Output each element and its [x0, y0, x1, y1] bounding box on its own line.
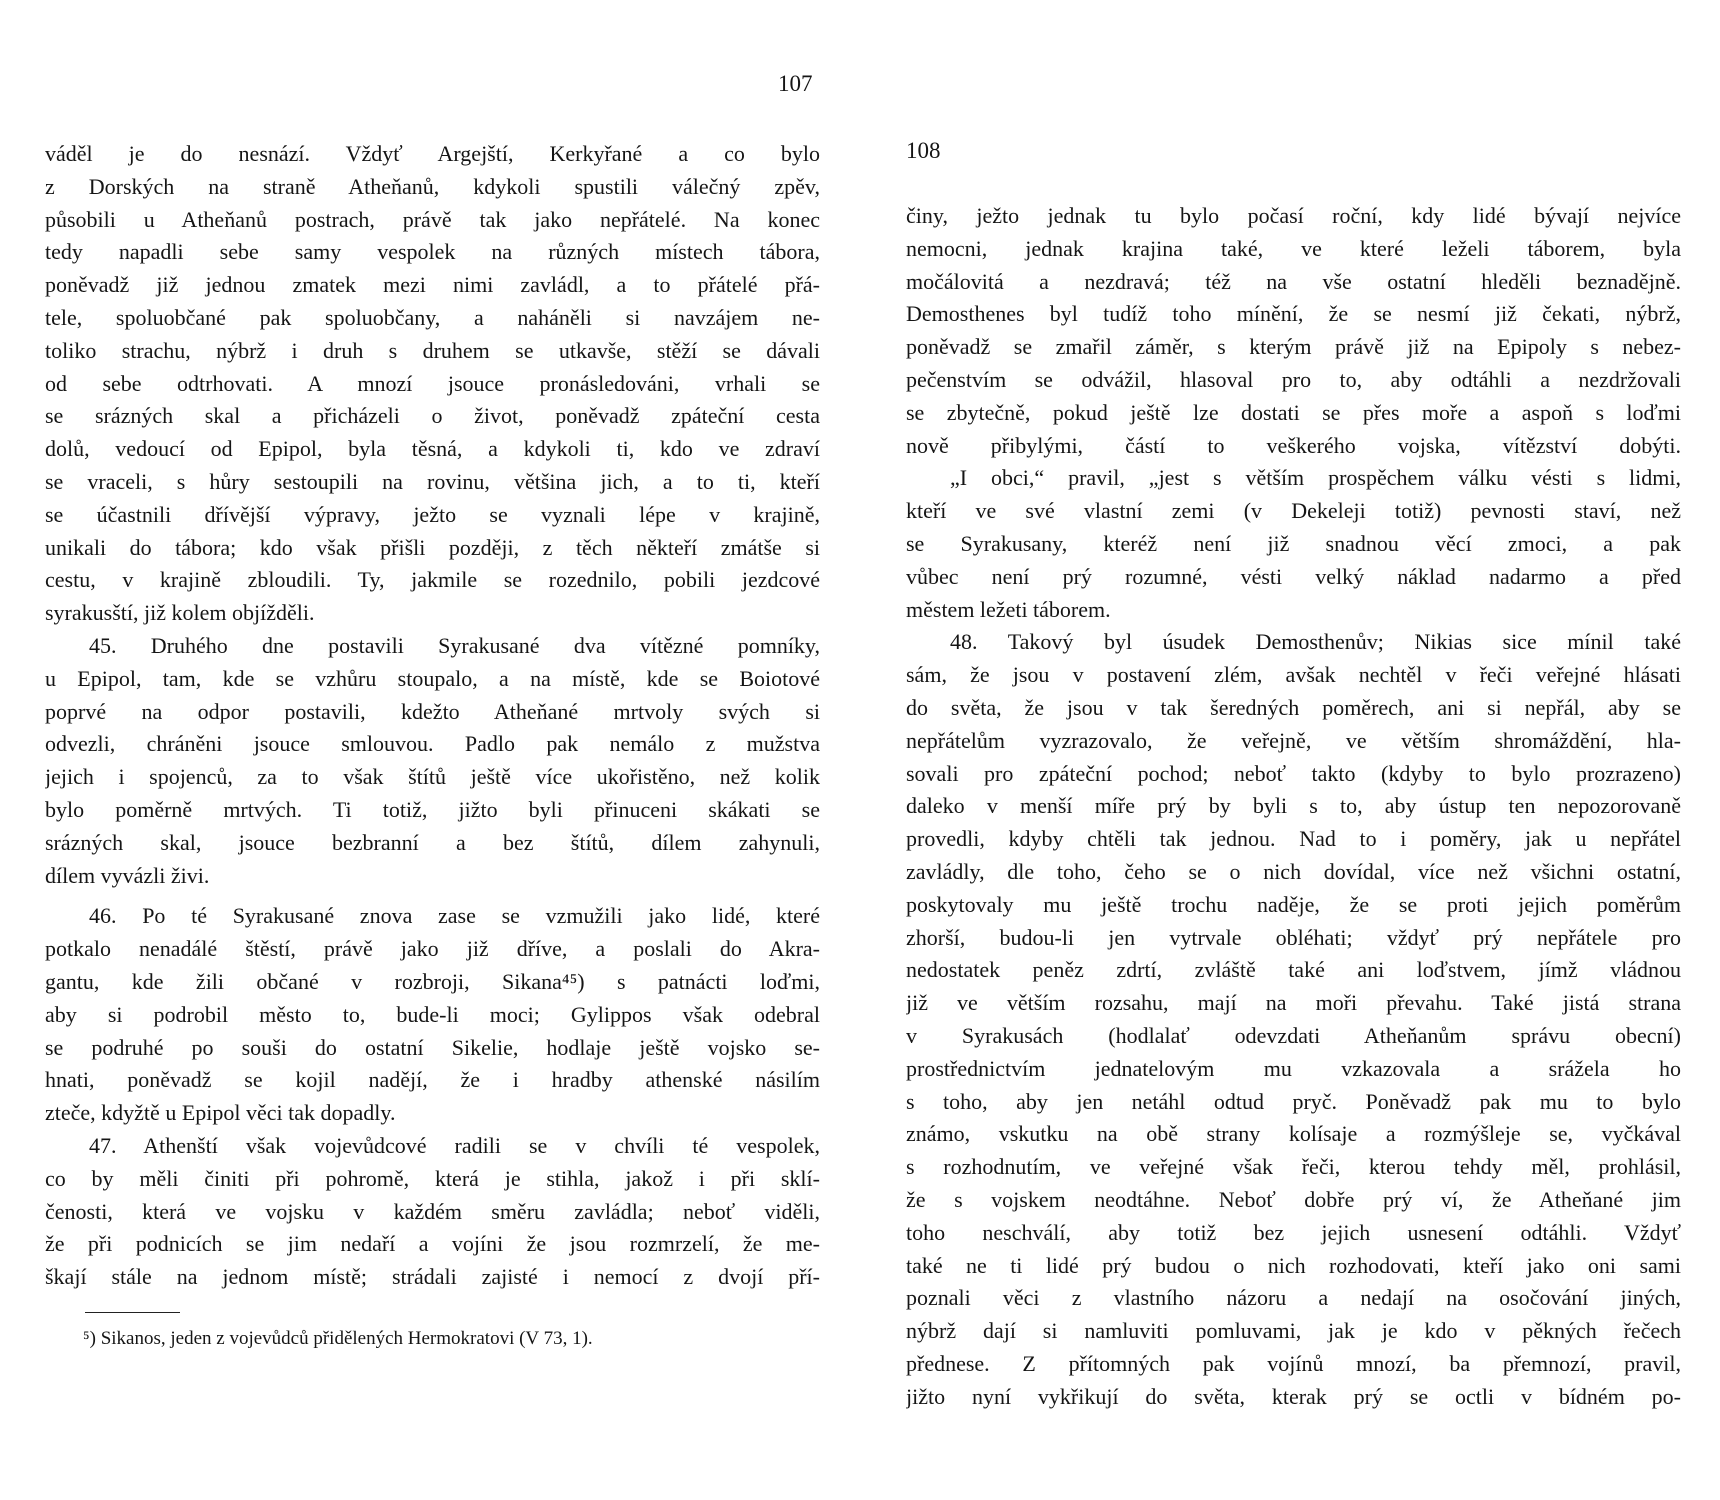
text-line: se zbytečně, pokud ještě lze dostati se přes moře a aspoň s loďmi — [906, 399, 1681, 425]
text-line: známo, vskutku na obě strany kolísaje a rozmýšleje se, vyčkával — [906, 1121, 1681, 1147]
text-line: toliko strachu, nýbrž i druh s druhem se utkavše, stěží se dávali — [45, 337, 820, 363]
page-number: 108 — [906, 138, 941, 163]
text-line: do světa, že jsou v tak šeredných poměrech, ani si nepřál, aby se — [906, 694, 1681, 720]
text-line: nýbrž dají si namluviti pomluvami, jak je kdo v pěkných řečech — [906, 1318, 1681, 1344]
text-line: s toho, aby jen netáhl odtud pryč. Poněvadž pak mu to bylo — [906, 1088, 1681, 1114]
text-line: aby si podrobil město to, bude-li moci; Gylippos však odebral — [45, 1001, 820, 1027]
text-line: poněvadž již jednou zmatek mezi nimi zavládl, a to přátelé přá- — [45, 272, 820, 298]
text-line: zhorší, budou-li jen vytrvale obléhati; vždyť prý nepřátele pro — [906, 924, 1681, 950]
text-line: dílem vyvázli živi. — [45, 862, 210, 888]
text-line: se účastnili dřívější výpravy, ježto se vyznali lépe v krajině, — [45, 501, 820, 527]
paragraph-start-45: 45. Druhého dne postavili Syrakusané dva vítězné pomníky, — [89, 632, 820, 658]
text-line: kteří ve své vlastní zemi (v Dekeleji totiž) pevnosti staví, než — [906, 498, 1681, 524]
body-text — [45, 138, 820, 1294]
text-line: u Epipol, tam, kde se vzhůru stoupalo, a na místě, kde se Boiotové — [45, 665, 820, 691]
text-line: nemocni, jednak krajina také, ve které leželi táborem, byla — [906, 235, 1681, 261]
text-line: poznali věci z vlastního názoru a nedají na osočování jiných, — [906, 1285, 1681, 1311]
text-line: škají stále na jednom místě; strádali zajisté i nemocí z dvojí pří- — [45, 1264, 820, 1290]
text-line: poprvé na odpor postavili, kdežto Atheňané mrtvoly svých si — [45, 698, 820, 724]
text-line: městem ležeti táborem. — [906, 596, 1111, 622]
text-line: od sebe odtrhovati. A mnozí jsouce pronásledováni, vrhali se — [45, 370, 820, 396]
text-line: unikali do tábora; kdo však přišli později, z těch někteří zmátše si — [45, 534, 820, 560]
text-line: vůbec není prý rozumné, vésti velký náklad nadarmo a před — [906, 563, 1681, 589]
text-line: zteče, kdyžtě u Epipol věci tak dopadly. — [45, 1100, 396, 1126]
text-line: že při podnicích se jim nedaří a vojíni že jsou rozmrzelí, že me- — [45, 1231, 820, 1257]
text-line: „I obci,“ pravil, „jest s větším prospěchem válku vésti s lidmi, — [950, 465, 1681, 491]
text-line: zavládly, dle toho, čeho se o nich dovídal, více než všichni ostatní, — [906, 858, 1681, 884]
text-line: sovali pro zpáteční pochod; neboť takto (kdyby to bylo prozrazeno) — [906, 760, 1681, 786]
text-line: toho neschválí, aby totiž bez jejich usnesení odtáhli. Vždyť — [906, 1219, 1681, 1245]
text-line: přednese. Z přítomných pak vojínů mnozí, ba přemnozí, pravil, — [906, 1350, 1681, 1376]
text-line: dolů, vedoucí od Epipol, byla těsná, a kdykoli ti, kdo ve zdraví — [45, 436, 820, 462]
paragraph-start-46: 46. Po té Syrakusané znova zase se vzmužili jako lidé, které — [89, 903, 820, 929]
text-line: pečenstvím se odvážil, hlasoval pro to, aby odtáhli a nezdržovali — [906, 366, 1681, 392]
text-line: činy, ježto jednak tu bylo počasí roční, kdy lidé bývají nejvíce — [906, 203, 1681, 228]
text-line: Demosthenes byl tudíž toho mínění, že se nesmí již čekati, nýbrž, — [906, 301, 1681, 327]
text-line: srázných skal, jsouce bezbranní a bez štítů, dílem zahynuli, — [45, 829, 820, 855]
text-line: také ne ti lidé prý budou o nich rozhodovati, kteří jako oni sami — [906, 1252, 1681, 1278]
text-line: již ve větším rozsahu, mají na moři převahu. Také jistá strana — [906, 990, 1681, 1016]
text-line: odvezli, chráněni jsouce smlouvou. Padlo pak nemálo z mužstva — [45, 731, 820, 757]
text-line: poněvadž se zmařil záměr, s kterým právě již na Epipoly s nebez- — [906, 334, 1681, 360]
text-line: nedostatek peněz zdrtí, zvláště také ani loďstvem, jímž vládnou — [906, 957, 1681, 983]
footnote: ⁵) Sikanos, jeden z vojevůdců přidělených Hermokratovi (V 73, 1). — [83, 1328, 593, 1349]
footnote-divider — [85, 1312, 180, 1313]
text-line: nepřátelům vyzrazovalo, že veřejně, ve větším shromáždění, hla- — [906, 727, 1681, 753]
text-line: jejich i spojenců, za to však štítů ještě více ukořistěno, než kolik — [45, 764, 820, 790]
text-line: provedli, kdyby chtěli tak jednou. Nad to i poměry, jak u nepřátel — [906, 826, 1681, 852]
paragraph-start-47: 47. Athenští však vojevůdcové radili se v chvíli té vespolek, — [89, 1132, 820, 1158]
text-line: cestu, v krajině zbloudili. Ty, jakmile se rozednilo, pobili jezdcové — [45, 567, 820, 593]
text-line: močálovitá a nezdravá; též na vše ostatní hleděli beznadějně. — [906, 268, 1681, 294]
text-line: syrakusští, již kolem objížděli. — [45, 600, 315, 626]
text-line: se Syrakusany, kteréž není již snadnou věcí zmoci, a pak — [906, 530, 1681, 556]
text-line: v Syrakusách (hodlalať odevzdati Atheňanům správu obecní) — [906, 1022, 1681, 1048]
text-line: co by měli činiti při pohromě, která je stihla, jakož i při sklí- — [45, 1165, 820, 1191]
page-number: 107 — [778, 71, 813, 96]
text-line: bylo poměrně mrtvých. Ti totiž, jižto byli přinuceni skákati se — [45, 796, 820, 822]
text-line: s rozhodnutím, ve veřejné však řeči, kterou tehdy měl, prohlásil, — [906, 1154, 1681, 1180]
text-line: váděl je do nesnází. Vždyť Argejští, Kerkyřané a co bylo — [45, 141, 820, 166]
text-line: jižto nyní vykřikují do světa, kterak prý se octli v bídném po- — [906, 1383, 1681, 1409]
text-line: daleko v menší míře prý by byli s to, aby ústup ten nepozorovaně — [906, 793, 1681, 819]
text-line: se srázných skal a přicházeli o život, poněvadž zpáteční cesta — [45, 403, 820, 429]
text-line: hnati, poněvadž se kojil nadějí, že i hradby athenské násilím — [45, 1067, 820, 1093]
text-line: prostřednictvím jednatelovým mu vzkazovala a srážela ho — [906, 1055, 1681, 1081]
text-line: že s vojskem neodtáhne. Neboť dobře prý ví, že Atheňané jim — [906, 1186, 1681, 1212]
text-line: se vraceli, s hůry sestoupili na rovinu, většina jich, a to ti, kteří — [45, 468, 820, 494]
paragraph-start-48: 48. Takový byl úsudek Demosthenův; Nikias sice mínil také — [950, 629, 1681, 655]
text-line: tedy napadli sebe samy vespolek na různých místech tábora, — [45, 239, 820, 265]
text-line: poskytovaly mu ještě trochu naděje, že se proti jejich poměrům — [906, 891, 1681, 917]
text-line: sám, že jsou v postavení zlém, avšak nechtěl v řeči veřejné hlásati — [906, 662, 1681, 688]
text-line: gantu, kde žili občané v rozbroji, Sikana⁴⁵) s patnácti loďmi, — [45, 968, 820, 994]
text-line: nově přibylými, částí to veškerého vojska, vítězství dobýti. — [906, 432, 1681, 458]
text-line: působili u Atheňanů postrach, právě tak jako nepřátelé. Na konec — [45, 206, 820, 232]
body-text — [906, 200, 1681, 1413]
text-line: potkalo nenadálé štěstí, právě jako již dříve, a poslali do Akra- — [45, 936, 820, 962]
text-line: čenosti, která ve vojsku v každém směru zavládla; neboť viděli, — [45, 1198, 820, 1224]
text-line: tele, spoluobčané pak spoluobčany, a naháněli si navzájem ne- — [45, 304, 820, 330]
text-line: se podruhé po souši do ostatní Sikelie, hodlaje ještě vojsko se- — [45, 1034, 820, 1060]
text-line: z Dorských na straně Atheňanů, kdykoli spustili válečný zpěv, — [45, 173, 820, 199]
